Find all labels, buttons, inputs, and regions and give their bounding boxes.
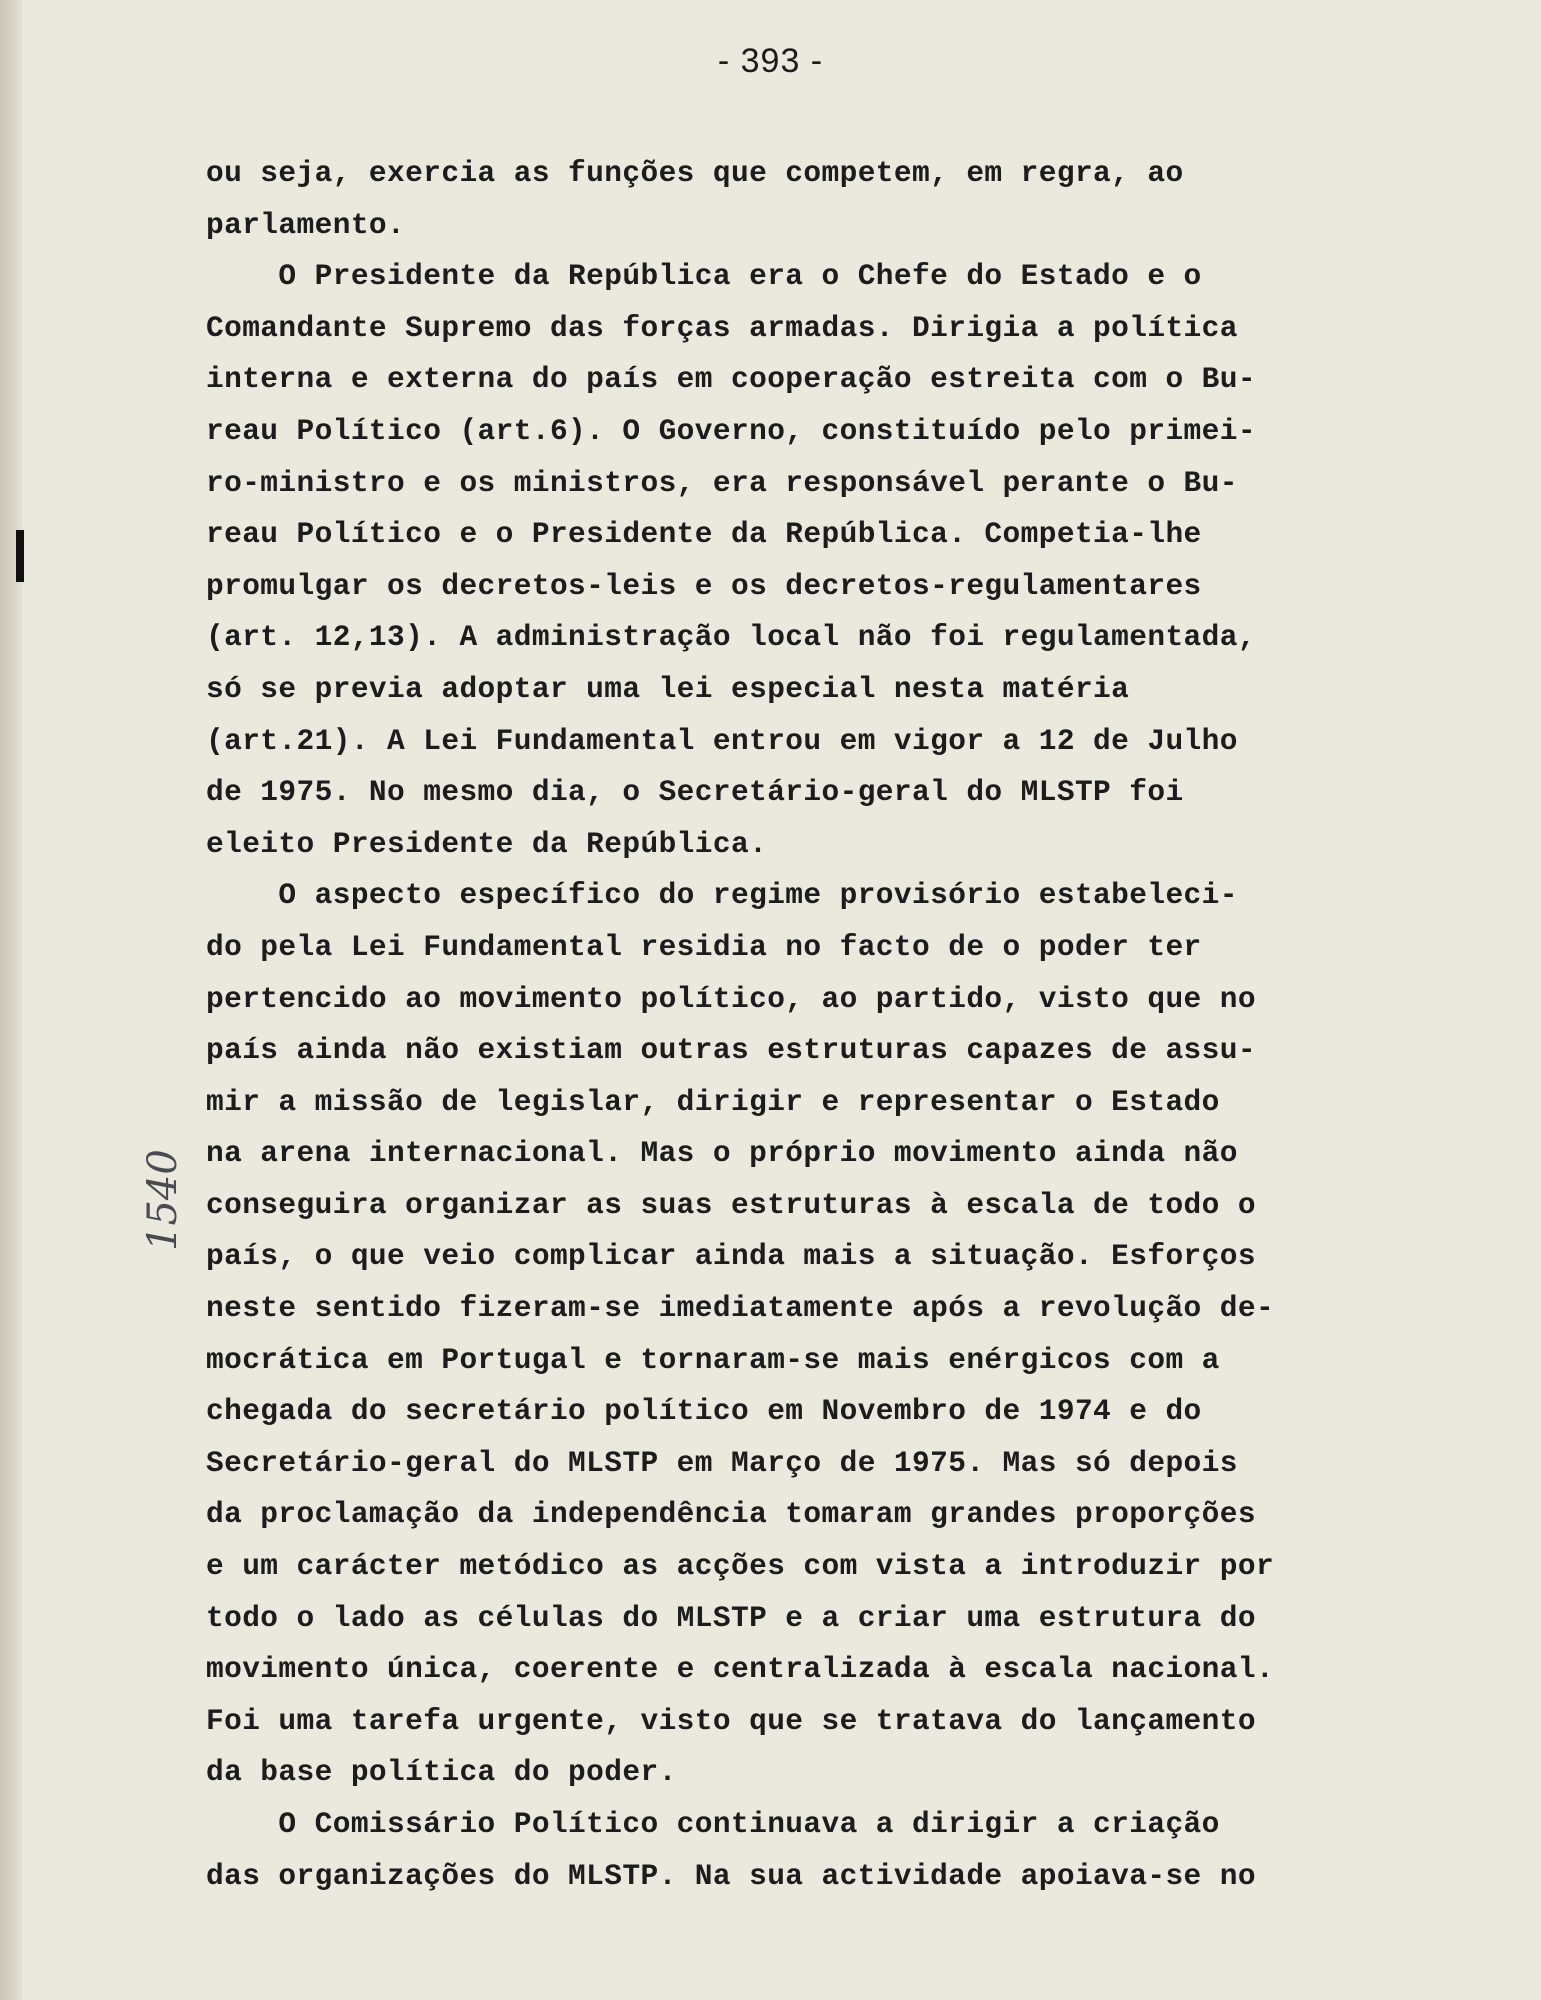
text-line: e um carácter metódico as acções com vista a introduzir por bbox=[206, 1549, 1275, 1584]
text-line: de 1975. No mesmo dia, o Secretário-geral do MLSTP foi bbox=[206, 775, 1184, 810]
text-line: todo o lado as células do MLSTP e a criar uma estrutura do bbox=[206, 1600, 1256, 1635]
binding-mark bbox=[16, 530, 24, 582]
text-line: pertencido ao movimento político, ao partido, visto que no bbox=[206, 981, 1256, 1016]
text-line: chegada do secretário político em Novembro de 1974 e do bbox=[206, 1394, 1202, 1429]
text-line: O Presidente da República era o Chefe do Estado e o bbox=[206, 259, 1202, 294]
text-line: da base política do poder. bbox=[206, 1755, 677, 1790]
text-line: na arena internacional. Mas o próprio movimento ainda não bbox=[206, 1136, 1238, 1171]
page-number: - 393 - bbox=[717, 42, 824, 80]
text-line: Secretário-geral do MLSTP em Março de 1975. Mas só depois bbox=[206, 1445, 1238, 1480]
text-line: ro-ministro e os ministros, era responsável perante o Bu- bbox=[206, 465, 1238, 500]
text-line: das organizações do MLSTP. Na sua actividade apoiava-se no bbox=[206, 1858, 1256, 1893]
text-line: do pela Lei Fundamental residia no facto de o poder ter bbox=[206, 929, 1202, 964]
text-line: mocrática em Portugal e tornaram-se mais enérgicos com a bbox=[206, 1342, 1220, 1377]
text-line: eleito Presidente da República. bbox=[206, 826, 768, 861]
text-line: reau Político e o Presidente da República. Competia-lhe bbox=[206, 517, 1202, 552]
text-line: neste sentido fizeram-se imediatamente após a revolução de- bbox=[206, 1291, 1275, 1326]
text-line: só se previa adoptar uma lei especial nesta matéria bbox=[206, 671, 1130, 706]
binding-edge bbox=[0, 0, 22, 2000]
text-line: parlamento. bbox=[206, 207, 406, 242]
text-line: (art. 12,13). A administração local não foi regulamentada, bbox=[206, 620, 1256, 655]
text-line: mir a missão de legislar, dirigir e representar o Estado bbox=[206, 1084, 1220, 1119]
text-line: país, o que veio complicar ainda mais a situação. Esforços bbox=[206, 1239, 1256, 1274]
handwritten-margin-note: 1540 bbox=[140, 1149, 186, 1251]
text-line: movimento única, coerente e centralizada à escala nacional. bbox=[206, 1652, 1275, 1687]
text-line: reau Político (art.6). O Governo, constituído pelo primei- bbox=[206, 413, 1256, 448]
text-line: país ainda não existiam outras estruturas capazes de assu- bbox=[206, 1033, 1256, 1068]
text-line: interna e externa do país em cooperação estreita com o Bu- bbox=[206, 362, 1256, 397]
body-text bbox=[206, 148, 1456, 1902]
text-line: ou seja, exercia as funções que competem, em regra, ao bbox=[206, 156, 1184, 190]
text-line: O Comissário Político continuava a dirigir a criação bbox=[206, 1807, 1220, 1841]
text-line: conseguira organizar as suas estruturas à escala de todo o bbox=[206, 1187, 1256, 1222]
text-line: Foi uma tarefa urgente, visto que se tratava do lançamento bbox=[206, 1703, 1256, 1738]
text-line: promulgar os decretos-leis e os decretos-regulamentares bbox=[206, 568, 1202, 603]
text-line: O aspecto específico do regime provisório estabeleci- bbox=[206, 878, 1238, 913]
text-line: (art.21). A Lei Fundamental entrou em vigor a 12 de Julho bbox=[206, 723, 1238, 758]
text-line: da proclamação da independência tomaram grandes proporções bbox=[206, 1497, 1256, 1532]
text-line: Comandante Supremo das forças armadas. Dirigia a política bbox=[206, 310, 1238, 345]
